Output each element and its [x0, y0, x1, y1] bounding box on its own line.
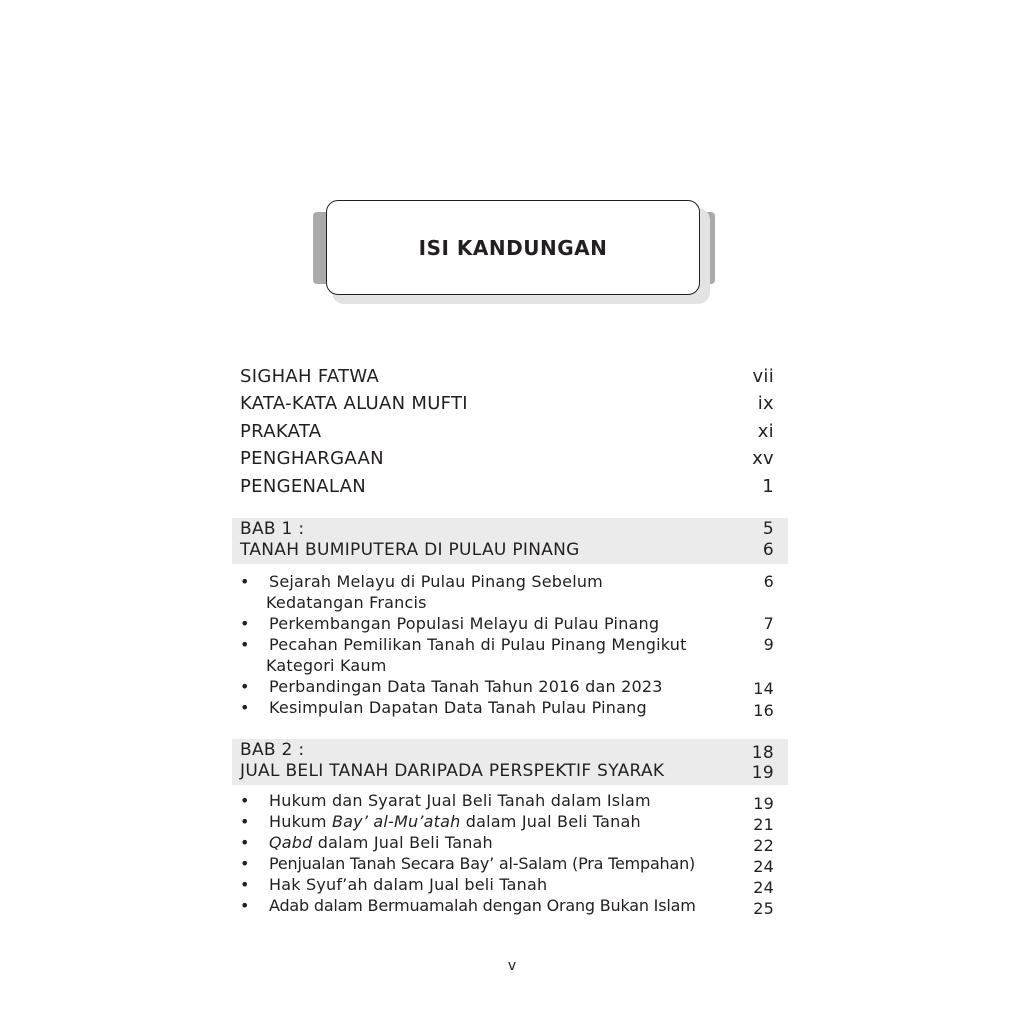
toc-entry-prakata[interactable] [232, 421, 788, 445]
chapter-2-title[interactable] [232, 761, 788, 783]
chapter-number-label: BAB 2 : [240, 740, 305, 760]
bullet-icon: • [240, 614, 250, 633]
chapter-1-title[interactable] [232, 540, 788, 562]
toc-entry-page: 1 [762, 476, 774, 497]
chapter-2-number[interactable] [232, 740, 788, 762]
subentry-label: Pecahan Pemilikan Tanah di Pulau Pinang Mengikut [269, 635, 687, 654]
subentry-label-suffix: dalam Jual Beli Tanah [460, 812, 641, 831]
subentry-label: Kesimpulan Dapatan Data Tanah Pulau Pinang [269, 698, 647, 717]
subentry-page: 22 [753, 836, 774, 855]
toc-subentry[interactable] [232, 833, 788, 854]
toc-entry-page: xi [757, 421, 774, 442]
toc-entry-label: KATA-KATA ALUAN MUFTI [240, 393, 468, 414]
subentry-label: Penjualan Tanah Secara Bay’ al-Salam (Pra Tempahan) [269, 854, 696, 873]
bullet-icon: • [240, 854, 250, 873]
bullet-icon: • [240, 698, 250, 717]
subentry-label-prefix: Hukum [269, 812, 332, 831]
subentry-label-suffix: dalam Jual Beli Tanah [312, 833, 493, 852]
toc-subentry[interactable] [232, 635, 788, 677]
bullet-icon: • [240, 812, 250, 831]
bullet-icon: • [240, 677, 250, 696]
chapter-title-label: TANAH BUMIPUTERA DI PULAU PINANG [240, 540, 580, 560]
toc-entry-penghargaan[interactable] [232, 448, 788, 472]
bullet-icon: • [240, 875, 250, 894]
subentry-page: 24 [753, 878, 774, 897]
toc-subentry[interactable] [232, 896, 788, 917]
subentry-page: 6 [763, 572, 774, 591]
chapter-number-page: 18 [751, 743, 774, 763]
chapter-number-label: BAB 1 : [240, 519, 305, 539]
subentry-label-continuation: Kategori Kaum [266, 656, 387, 675]
subentry-label [269, 833, 493, 852]
toc-entry-page: ix [757, 393, 774, 414]
subentry-page: 19 [753, 794, 774, 813]
toc-subentry[interactable] [232, 875, 788, 896]
toc-entry-label: PRAKATA [240, 421, 322, 442]
subentry-page: 9 [763, 635, 774, 654]
chapter-title-page: 6 [762, 540, 774, 560]
title-banner [313, 200, 715, 304]
toc-entry-label: PENGENALAN [240, 476, 367, 497]
bullet-icon: • [240, 791, 250, 810]
subentry-page: 16 [753, 701, 774, 720]
toc-entry-kata-aluan[interactable] [232, 393, 788, 417]
toc-entry-label: PENGHARGAAN [240, 448, 384, 469]
subentry-page: 14 [753, 679, 774, 698]
subentry-label: Perbandingan Data Tanah Tahun 2016 dan 2023 [269, 677, 663, 696]
subentry-label: Hak Syuf’ah dalam Jual beli Tanah [269, 875, 548, 894]
toc-subentry[interactable] [232, 572, 788, 614]
page-title: ISI KANDUNGAN [326, 200, 700, 295]
chapter-1-number[interactable] [232, 519, 788, 541]
bullet-icon: • [240, 572, 250, 591]
subentry-page: 7 [763, 614, 774, 633]
subentry-page: 24 [753, 857, 774, 876]
toc-entry-page: xv [752, 448, 774, 469]
toc-subentry[interactable] [232, 854, 788, 875]
subentry-page: 25 [753, 899, 774, 918]
subentry-page: 21 [753, 815, 774, 834]
toc-entry-label: SIGHAH FATWA [240, 366, 380, 387]
subentry-label-continuation: Kedatangan Francis [266, 593, 427, 612]
subentry-label-italic-term: Bay’ al-Mu’atah [331, 812, 461, 831]
chapter-title-page: 19 [751, 763, 774, 783]
page-number: v [507, 958, 517, 974]
subentry-label: Hukum dan Syarat Jual Beli Tanah dalam Islam [269, 791, 651, 810]
toc-subentry[interactable] [232, 698, 788, 719]
toc-entry-pengenalan[interactable] [232, 476, 788, 500]
subentry-label [269, 812, 641, 831]
subentry-label: Perkembangan Populasi Melayu di Pulau Pinang [269, 614, 660, 633]
toc-entry-page: vii [752, 366, 774, 387]
chapter-number-page: 5 [762, 519, 774, 539]
toc-subentry[interactable] [232, 812, 788, 833]
chapter-title-label: JUAL BELI TANAH DARIPADA PERSPEKTIF SYARAK [240, 761, 665, 781]
subentry-label: Sejarah Melayu di Pulau Pinang Sebelum [269, 572, 603, 591]
toc-subentry[interactable] [232, 791, 788, 812]
toc-subentry[interactable] [232, 677, 788, 698]
bullet-icon: • [240, 635, 250, 654]
bullet-icon: • [240, 833, 250, 852]
bullet-icon: • [240, 896, 250, 915]
subentry-label-italic-term: Qabd [269, 833, 313, 852]
toc-entry-sighah-fatwa[interactable] [232, 366, 788, 390]
toc-subentry[interactable] [232, 614, 788, 635]
subentry-label: Adab dalam Bermuamalah dengan Orang Bukan Islam [269, 896, 696, 915]
